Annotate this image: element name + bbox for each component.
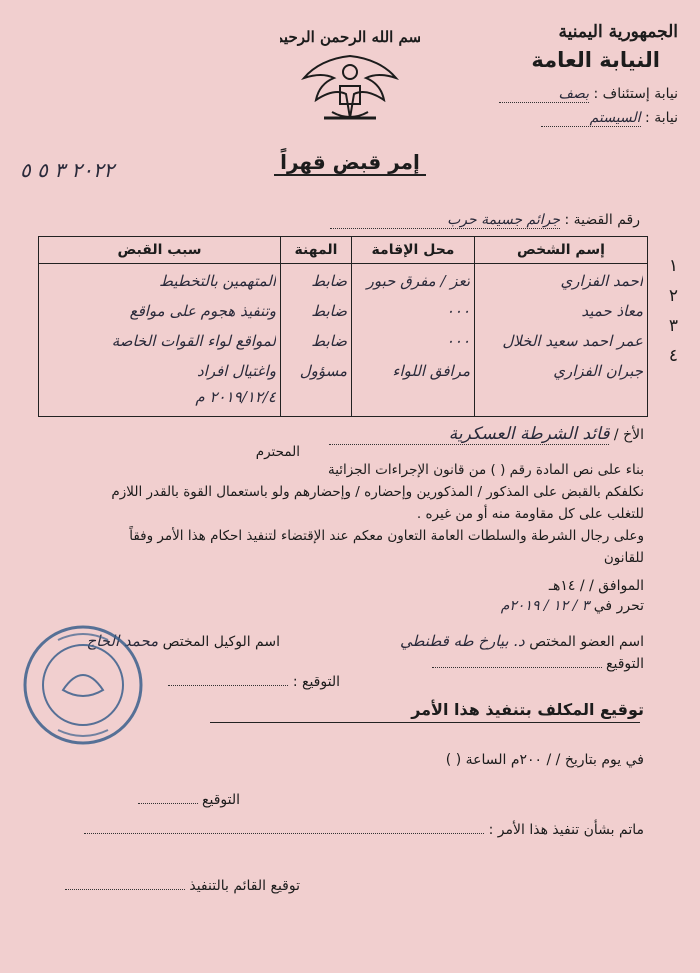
agreed-date: الموافق / / ١٤هـ (548, 578, 644, 594)
execution-signature: التوقيع (138, 792, 240, 808)
header-republic: الجمهورية اليمنية (558, 22, 678, 42)
executor-title: توقيع المكلف بتنفيذ هذا الأمر (411, 700, 644, 719)
body-line-2: نكلفكم بالقبض على المذكور / المذكورين وإحضاره / وإحضارهم ولو باستعمال القوة بالقدر اللازم (111, 484, 644, 500)
persons-table (38, 236, 648, 417)
divider (210, 722, 640, 723)
col-person-name: إسم الشخص (475, 237, 648, 264)
header-prosecution: النيابة العامة (531, 48, 660, 72)
body-line-3: للتغلب على كل مقاومة منه أو من غيره . (416, 506, 644, 522)
executor-signature: توقيع القائم بالتنفيذ (65, 878, 300, 894)
header-local-prosecution: نيابة : السيستم (541, 110, 678, 127)
handwritten-date: ٢٠٢٢ ٣ ٥ ٥ (20, 158, 115, 182)
col-arrest-reason: سبب القبض (39, 237, 281, 264)
header-appeal-prosecution: نيابة إستئناف : بصف (499, 86, 678, 103)
body-line-1: بناء على نص المادة رقم ( ) من قانون الإجراءات الجزائية (327, 462, 644, 478)
yemen-emblem-icon (280, 22, 420, 130)
execution-day-line: في يوم بتاريخ / / ٢٠٠م الساعة ( ) (445, 752, 644, 768)
body-line-5: للقانون (603, 550, 644, 566)
member-signature-field: التوقيع (432, 656, 644, 672)
profession-cell: ضابط ضابط ضابط مسؤول (281, 264, 352, 417)
execution-notes: ماتم بشأن تنفيذ هذا الأمر : (84, 822, 644, 838)
table-row (39, 264, 648, 417)
basmala-text: بسم الله الرحمن الرحيم (280, 28, 420, 46)
agent-signature-field: التوقيع : (168, 674, 340, 690)
agent-name-value: محمد الحاج (86, 632, 159, 650)
member-name-value: د. بيارخ طه قطنطي (400, 632, 525, 650)
reason-cell: المتهمين بالتخطيط وتنفيذ هجوم على مواقع لمواقع لواء القوات الخاصة واغتيال افراد ٢٠١٩/١٢/٤ م (39, 264, 281, 417)
issued-date-value: ٣ / ١٢ / ٢٠١٩م (500, 598, 590, 614)
col-profession: المهنة (281, 237, 352, 264)
local-prosecution-value: السيستم (541, 110, 641, 127)
residence-cell: تعز / مفرق حبور ٠٠٠ ٠٠٠ مرافق اللواء (352, 264, 475, 417)
document-title: إمر قبض قهراً (0, 150, 700, 174)
member-name-field: اسم العضو المختص د. بيارخ طه قطنطي (400, 632, 644, 650)
row-number: ١ (668, 256, 678, 276)
names-cell: احمد الفزاري معاذ حميد عمر احمد سعيد الخلال جبران الفزاري (475, 264, 648, 417)
agent-name-field: اسم الوكيل المختص محمد الحاج (86, 632, 280, 650)
col-residence: محل الإقامة (352, 237, 475, 264)
row-number: ٤ (668, 346, 678, 366)
addressee-line: الأخ / قائد الشرطة العسكرية (329, 424, 644, 445)
case-number: رقم القضية : جرائم جسيمة حرب (330, 212, 640, 229)
official-stamp-icon (18, 620, 148, 750)
issued-date: تحرر في ٣ / ١٢ / ٢٠١٩م (500, 598, 644, 614)
appeal-prosecution-value: بصف (499, 86, 589, 103)
row-number: ٢ (668, 286, 678, 306)
row-number: ٣ (668, 316, 678, 336)
addressee-value: قائد الشرطة العسكرية (329, 424, 609, 445)
respected-word: المحترم (255, 444, 300, 460)
body-line-4: وعلى رجال الشرطة والسلطات العامة التعاون معكم عند الإقتضاء لتنفيذ احكام هذا الأمر وفقاً (129, 528, 644, 544)
case-number-value: جرائم جسيمة حرب (330, 212, 560, 229)
